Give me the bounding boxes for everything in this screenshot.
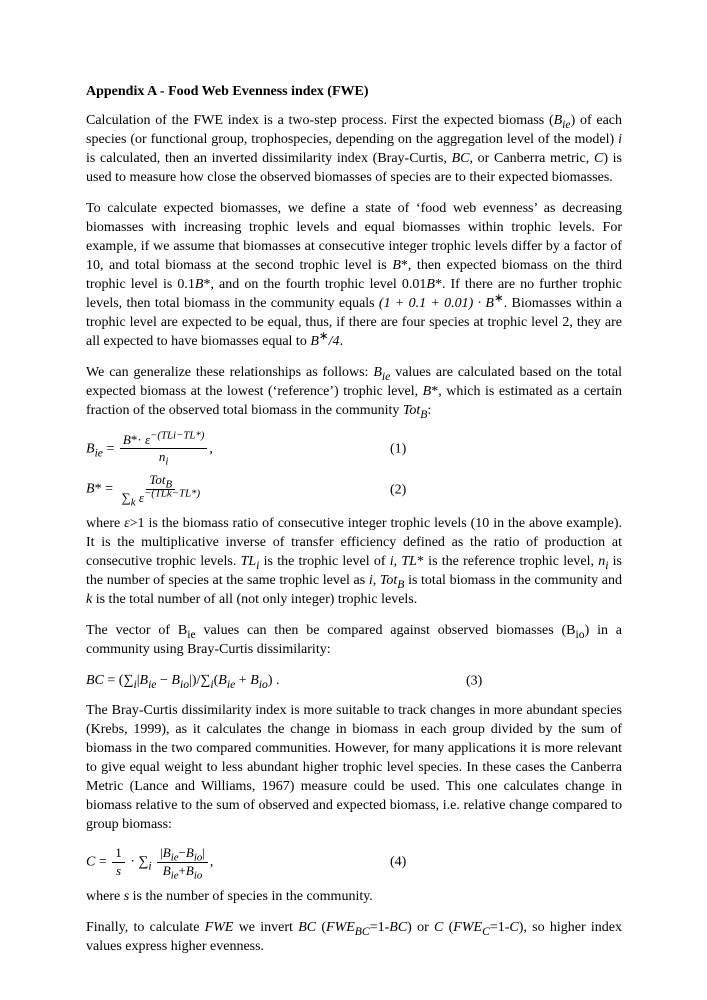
paragraph-fwe-inversion: [86, 918, 622, 956]
equation-2-number: (2): [390, 482, 407, 498]
equation-3-number: (3): [466, 673, 483, 689]
fraction-numerator: [112, 846, 125, 863]
text-run: is the number of species at the same trophic level as: [86, 554, 623, 589]
text-run: ie: [148, 678, 157, 692]
fraction: [120, 429, 208, 469]
text-run: B: [185, 844, 194, 860]
fraction: [118, 472, 203, 509]
text-run: n: [598, 554, 606, 570]
text-run: [152, 854, 156, 869]
text-run: /4: [328, 334, 340, 350]
text-run: i: [210, 678, 214, 692]
text-run: TL: [401, 554, 417, 570]
equation-2: [86, 472, 622, 509]
text-run: The Bray-Curtis dissimilarity index is more suitable to track changes in more abundant species (Krebs, 1999), as it calculates the change in biomass in each group divided by the sum of biomass in the two compared communities. However, for many applications it is more relevant to give equal weight to less abundant higher trophic level species. In these cases the Canberra Metric (Lance and Williams, 1967) measure could be used. This one calculates change in biomass relative to the sum of observed and expected biomass, i.e. relative change compared to group biomass:: [86, 702, 622, 832]
text-run: B: [420, 408, 428, 422]
text-run: Tot: [379, 573, 398, 589]
text-run: ) is used to measure how close the observed biomasses of species are to their expected biomasses.: [86, 151, 622, 186]
fraction-denominator: [160, 862, 206, 882]
text-run: B: [250, 673, 259, 689]
text-run: B: [392, 258, 401, 274]
text-run: |: [160, 844, 163, 860]
text-run: C: [593, 151, 604, 167]
text-run: C: [86, 854, 96, 870]
fraction-numerator: [120, 429, 208, 450]
text-run: B: [218, 673, 227, 689]
text-run: We can generalize these relationships as follows:: [86, 365, 374, 381]
text-run: s: [115, 862, 122, 878]
text-run: BC: [298, 919, 317, 935]
text-run: n: [158, 449, 166, 465]
text-run: values are calculated based on the total expected biomass at the lowest (‘reference’) trophic level,: [86, 365, 622, 400]
equation-3-body: [86, 671, 280, 690]
fraction-denominator: [156, 449, 172, 469]
fraction-denominator: [113, 863, 124, 879]
text-run: where: [86, 516, 125, 532]
text-run: ,: [393, 554, 402, 570]
paragraph-canberra-metric: [86, 701, 622, 834]
text-run: i: [256, 559, 260, 573]
text-run: B: [171, 673, 180, 689]
text-run: BC: [86, 673, 104, 689]
text-run: B: [485, 296, 494, 312]
text-run: B: [373, 365, 382, 381]
text-run: ie: [170, 851, 179, 864]
text-run: .: [339, 334, 344, 350]
text-run: B: [310, 334, 319, 350]
equation-4-number: (4): [390, 854, 407, 870]
text-run: (: [316, 919, 327, 935]
text-run: |: [136, 673, 140, 689]
equation-3: [86, 671, 622, 690]
text-run: B: [162, 862, 171, 878]
text-run: FWE: [326, 919, 355, 935]
text-run: The vector of B: [86, 623, 188, 639]
text-run: BC: [451, 151, 470, 167]
text-run: 1: [115, 844, 122, 860]
paragraph-s-definition: [86, 887, 622, 906]
text-run: B: [553, 113, 563, 129]
text-run: * is the reference trophic level,: [416, 554, 599, 570]
text-run: is total biomass in the community and: [404, 573, 622, 589]
text-run: ∗: [493, 291, 504, 305]
text-run: · ∑: [126, 854, 149, 870]
text-run: (: [443, 919, 454, 935]
text-run: s: [123, 888, 130, 904]
text-run: i: [389, 554, 394, 570]
text-run: ,: [372, 573, 380, 589]
text-run: , or Canberra metric,: [469, 151, 594, 167]
equation-2-body: [86, 472, 205, 509]
text-run: B: [422, 384, 432, 400]
text-run: ε: [138, 490, 144, 506]
text-run: −: [156, 673, 172, 689]
text-run: C: [434, 919, 444, 935]
text-run: ) or: [407, 919, 435, 935]
text-run: i: [133, 678, 137, 692]
text-run: Finally, to calculate: [86, 919, 205, 935]
text-run: *, which is estimated as a certain fraction of the observed total biomass in the community: [86, 384, 622, 419]
text-run: TL: [240, 554, 257, 570]
text-run: ) of each species (or functional group, trophospecies, depending on the aggregation level of the model): [86, 113, 622, 148]
equation-1-number: (1): [390, 441, 407, 457]
text-run: *. If there are no further trophic levels, then total biomass in the community equals: [86, 277, 622, 312]
text-run: *, then expected biomass on the third trophic level is 0.1: [86, 258, 622, 293]
text-run: ie: [94, 445, 103, 459]
text-run: =1-: [369, 919, 390, 935]
text-run: To calculate expected biomasses, we define a state of ‘food web evenness’ as decreasing biomasses with increasing trophic levels and equal biomasses within trophic levels. For example, if we assume that biomasses at consecutive integer trophic levels differ by a factor of 10, and total biomass at the second trophic level is: [86, 201, 622, 274]
text-run: −(TLk−TL*): [143, 487, 201, 500]
text-run: ie: [381, 370, 391, 384]
text-run: BC: [354, 924, 370, 938]
equation-4: [86, 844, 622, 882]
text-run: B: [86, 441, 95, 457]
text-run: ie: [226, 678, 236, 692]
text-run: FWE: [204, 919, 234, 935]
text-run: ) .: [267, 673, 280, 689]
text-run: is the total number of all (not only integer) trophic levels.: [92, 592, 418, 608]
text-run: ∗: [318, 329, 329, 343]
text-run: B: [194, 277, 204, 293]
text-run: is the number of species in the community.: [129, 888, 373, 904]
paragraph-bray-curtis-intro: [86, 621, 622, 659]
text-run: B: [185, 862, 194, 878]
text-run: ε: [124, 516, 130, 532]
text-run: where: [86, 888, 124, 904]
text-run: io: [258, 678, 268, 692]
text-run: * =: [94, 482, 117, 498]
text-run: C: [482, 924, 490, 938]
text-run: i: [148, 859, 152, 873]
text-run: ε: [144, 431, 151, 447]
appendix-heading: Appendix A - Food Web Evenness index (FWE): [86, 84, 369, 99]
text-run: B: [86, 482, 95, 498]
text-run: is the trophic level of: [259, 554, 390, 570]
text-run: k: [86, 592, 93, 608]
text-run: ie: [170, 869, 179, 882]
text-run: Tot: [402, 403, 421, 419]
text-run: B: [122, 431, 131, 447]
text-run: |)/∑: [189, 673, 211, 689]
text-run: ,: [209, 854, 214, 870]
text-run: −(TLi−TL*): [150, 429, 205, 442]
text-run: =: [102, 441, 118, 457]
text-run: :: [427, 403, 432, 419]
text-run: Calculation of the FWE index is a two-step process. First the expected biomass (: [86, 113, 554, 129]
text-run: io: [179, 678, 190, 692]
text-run: i: [618, 132, 622, 148]
text-run: *, and on the fourth trophic level 0.01: [203, 277, 427, 293]
equation-1-body: [86, 429, 213, 469]
fraction-denominator: [118, 487, 203, 509]
text-run: +: [178, 862, 186, 878]
text-run: Tot: [149, 472, 166, 488]
text-run: *·: [130, 431, 145, 447]
paragraph-fwe-intro: [86, 111, 622, 187]
fraction-numerator: [157, 846, 208, 863]
text-run: = (∑: [103, 673, 134, 689]
text-run: (: [213, 673, 219, 689]
text-run: k: [130, 496, 136, 509]
text-run: =: [95, 854, 111, 870]
text-run: io: [193, 851, 203, 864]
paragraph-expected-biomasses: [86, 199, 622, 351]
text-run: i: [165, 456, 169, 469]
fraction: [157, 844, 208, 882]
text-run: >1 is the biomass ratio of consecutive integer trophic levels (10 in the above example). It is the multiplicative inverse of transfer efficiency defined as the ratio of production at consecutive trophic levels.: [86, 516, 622, 570]
text-run: ie: [562, 117, 571, 131]
text-run: . Biomasses within a trophic level are expected to be equal, thus, if there are four species at trophic level 2, they are all expected to have biomasses equal to: [86, 296, 623, 350]
text-run: i: [368, 573, 373, 589]
text-run: B: [397, 578, 405, 592]
text-run: ,: [209, 441, 213, 457]
text-run: ∑: [121, 490, 131, 506]
text-run: io: [575, 628, 585, 642]
text-run: B: [426, 277, 435, 293]
text-run: B: [162, 844, 171, 860]
paragraph-epsilon-definition: [86, 514, 622, 609]
text-run: io: [193, 869, 203, 882]
text-run: BC: [389, 919, 408, 935]
text-run: is calculated, then an inverted dissimilarity index (Bray-Curtis,: [86, 151, 452, 167]
text-run: −: [178, 844, 186, 860]
text-run: i: [605, 559, 609, 573]
text-run: =1-: [489, 919, 510, 935]
text-run: ), so higher index values express higher evenness.: [86, 919, 623, 954]
text-run: ie: [187, 628, 196, 642]
text-run: ) in a community using Bray-Curtis dissimilarity:: [86, 623, 623, 658]
equation-4-body: [86, 844, 214, 882]
text-run: we invert: [233, 919, 299, 935]
text-run: (1 + 0.1 + 0.01) ·: [378, 296, 486, 312]
equation-1: [86, 429, 622, 469]
text-run: B: [165, 478, 173, 491]
text-run: C: [509, 919, 519, 935]
text-run: +: [235, 673, 251, 689]
text-run: values can then be compared against observed biomasses (B: [195, 623, 576, 639]
paragraph-generalization: [86, 363, 622, 420]
text-run: B: [139, 673, 149, 689]
text-run: |: [202, 844, 205, 860]
text-run: FWE: [453, 919, 483, 935]
fraction: [112, 846, 125, 879]
